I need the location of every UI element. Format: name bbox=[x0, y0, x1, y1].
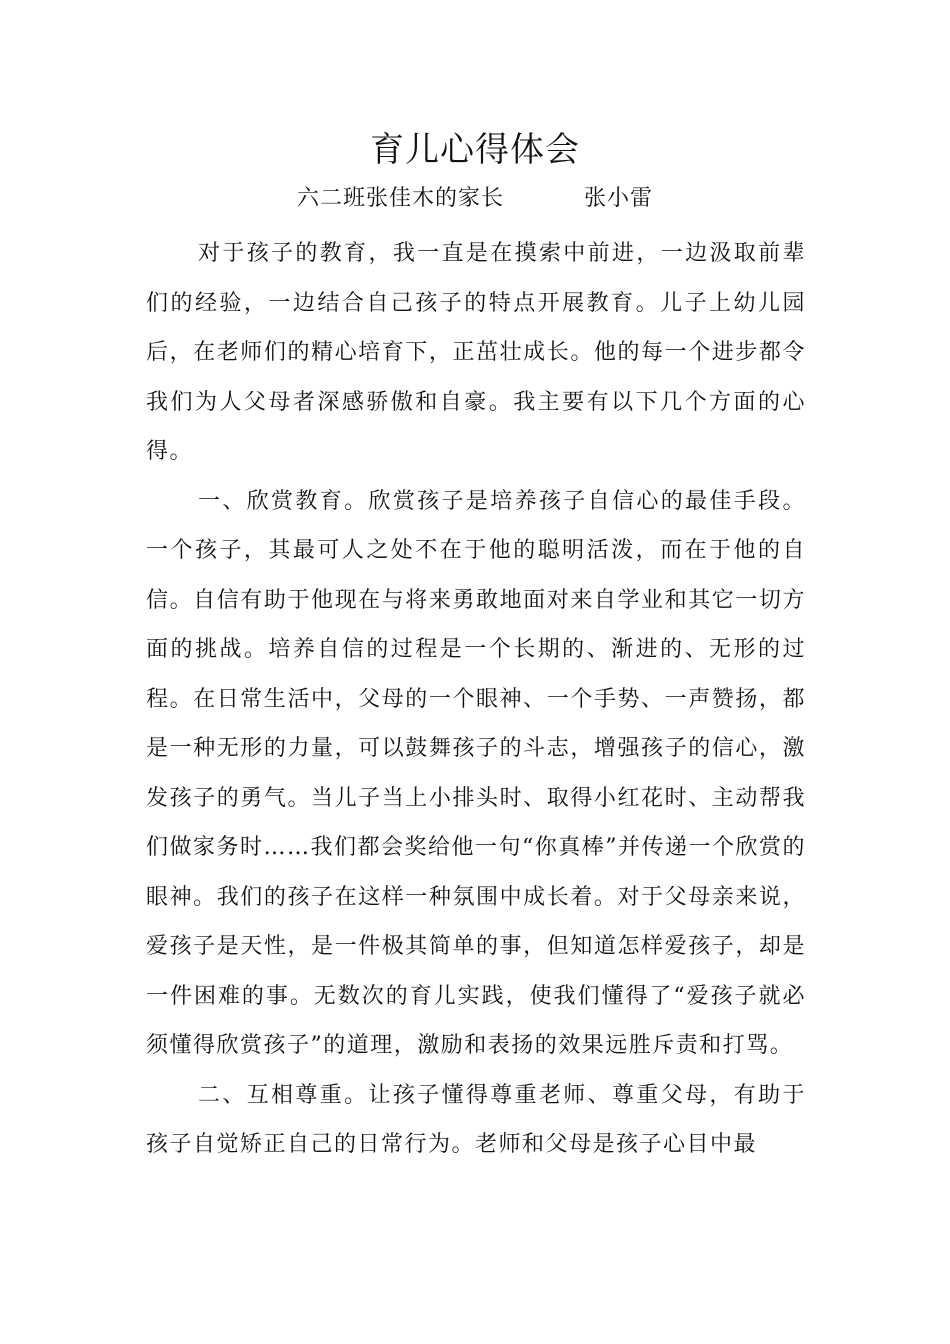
paragraph-intro: 对于孩子的教育，我一直是在摸索中前进，一边汲取前辈们的经验，一边结合自己孩子的特点开展教育。儿子上幼儿园后，在老师们的精心培育下，正茁壮成长。他的每一个进步都令我们为人父母者深感骄傲和自豪。我主要有以下几个方面的心得。 bbox=[146, 241, 806, 464]
author-byline bbox=[0, 182, 950, 216]
author-name: 张小雷 bbox=[584, 186, 654, 211]
author-role: 六二班张佳木的家长 bbox=[296, 186, 504, 211]
paragraph-appreciation: 一、欣赏教育。欣赏孩子是培养孩子自信心的最佳手段。一个孩子，其最可人之处不在于他的聪明活泼，而在于他的自信。自信有助于他现在与将来勇敢地面对来自学业和其它一切方面的挑战。培养自信的过程是一个长期的、渐进的、无形的过程。在日常生活中，父母的一个眼神、一个手势、一声赞扬，都是一种无形的力量，可以鼓舞孩子的斗志，增强孩子的信心，激发孩子的勇气。当儿子当上小排头时、取得小红花时、主动帮我们做家务时……我们都会奖给他一句“你真棒”并传递一个欣赏的眼神。我们的孩子在这样一种氛围中成长着。对于父母亲来说，爱孩子是天性，是一件极其简单的事，但知道怎样爱孩子，却是一件困难的事。无数次的育儿实践，使我们懂得了“爱孩子就必须懂得欣赏孩子”的道理，激励和表扬的效果远胜斥责和打骂。 bbox=[146, 488, 806, 1058]
document-title: 育儿心得体会 bbox=[370, 130, 580, 170]
document-body bbox=[146, 229, 806, 1170]
paragraph-respect: 二、互相尊重。让孩子懂得尊重老师、尊重父母，有助于孩子自觉矫正自己的日常行为。老师和父母是孩子心目中最 bbox=[146, 1082, 806, 1157]
